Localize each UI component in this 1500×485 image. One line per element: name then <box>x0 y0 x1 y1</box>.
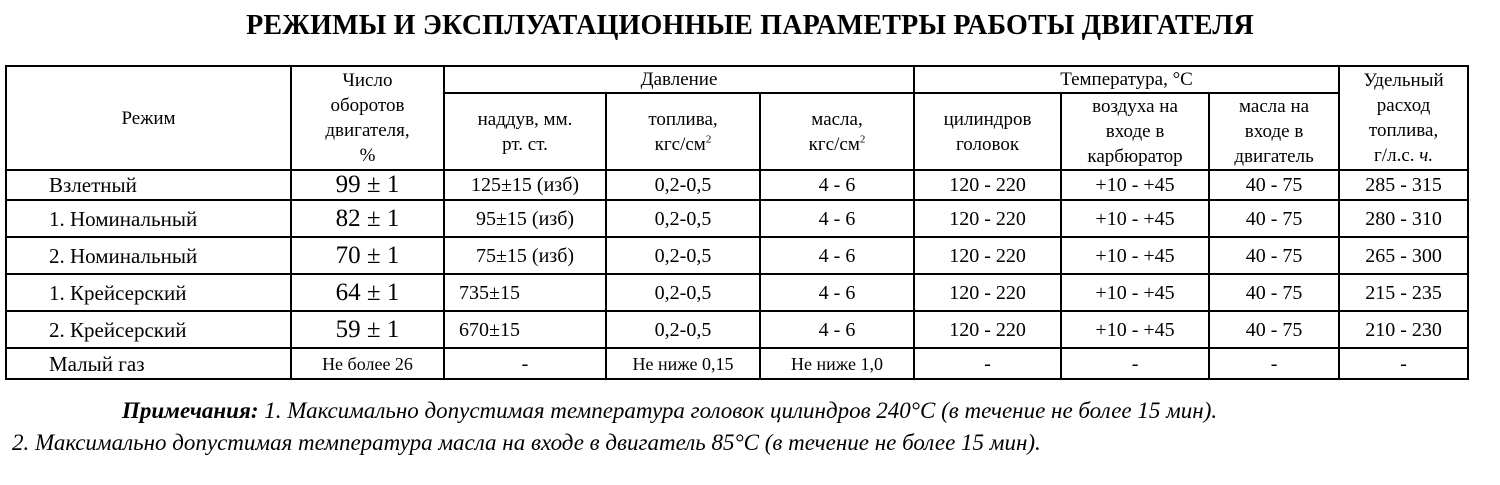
table-row <box>6 274 1468 311</box>
consumption-cell: 210 - 230 <box>1339 311 1468 348</box>
mode-cell: 1. Номинальный <box>6 200 291 237</box>
note-1-text: 1. Максимально допустимая температура головок цилиндров 240°С (в течение не более 15 мин). <box>258 398 1218 423</box>
boost-cell: 735±15 <box>444 274 606 311</box>
header-row-1 <box>6 66 1468 93</box>
oil-temp-cell: - <box>1209 348 1339 379</box>
header-cylinder-heads: цилиндров головок <box>914 93 1061 170</box>
mode-cell: Малый газ <box>6 348 291 379</box>
oil-pressure-cell: 4 - 6 <box>760 200 914 237</box>
cylinder-temp-cell: 120 - 220 <box>914 170 1061 200</box>
air-temp-cell: +10 - +45 <box>1061 237 1209 274</box>
header-oil-pressure: масла, кгс/$см^2$ <box>760 93 914 170</box>
air-temp-cell: +10 - +45 <box>1061 274 1209 311</box>
boost-cell: 95±15 (изб) <box>444 200 606 237</box>
rpm-cell: 82 ± 1 <box>291 200 444 237</box>
fuel-pressure-cell: 0,2-0,5 <box>606 274 760 311</box>
fuel-pressure-cell: 0,2-0,5 <box>606 200 760 237</box>
table-row <box>6 348 1468 379</box>
air-temp-cell: +10 - +45 <box>1061 170 1209 200</box>
note-1 <box>12 398 1492 424</box>
fuel-pressure-cell: 0,2-0,5 <box>606 311 760 348</box>
engine-parameters-table <box>5 65 1469 380</box>
consumption-cell: 285 - 315 <box>1339 170 1468 200</box>
note-2: 2. Максимально допустимая температура масла на входе в двигатель 85°С (в течение не более 15 мин). <box>12 430 1041 455</box>
fuel-pressure-cell: Не ниже 0,15 <box>606 348 760 379</box>
air-temp-cell: +10 - +45 <box>1061 311 1209 348</box>
rpm-cell: 70 ± 1 <box>291 237 444 274</box>
oil-temp-cell: 40 - 75 <box>1209 200 1339 237</box>
oil-pressure-cell: 4 - 6 <box>760 170 914 200</box>
consumption-cell: 280 - 310 <box>1339 200 1468 237</box>
notes-label: Примечания: <box>122 398 259 423</box>
table-row <box>6 311 1468 348</box>
cylinder-temp-cell: 120 - 220 <box>914 200 1061 237</box>
oil-temp-cell: 40 - 75 <box>1209 274 1339 311</box>
cylinder-temp-cell: - <box>914 348 1061 379</box>
oil-temp-cell: 40 - 75 <box>1209 237 1339 274</box>
consumption-cell: 265 - 300 <box>1339 237 1468 274</box>
oil-temp-cell: 40 - 75 <box>1209 170 1339 200</box>
oil-pressure-cell: 4 - 6 <box>760 237 914 274</box>
header-air-inlet: воздуха на входе в карбюратор <box>1061 93 1209 170</box>
header-rpm: Число оборотов двигателя, % <box>291 66 444 170</box>
boost-cell: 75±15 (изб) <box>444 237 606 274</box>
rpm-cell: 59 ± 1 <box>291 311 444 348</box>
header-temperature-group: Температура, °С <box>914 66 1339 93</box>
table-row <box>6 237 1468 274</box>
header-mode: Режим <box>6 66 291 170</box>
document-title: РЕЖИМЫ И ЭКСПЛУАТАЦИОННЫЕ ПАРАМЕТРЫ РАБОТЫ ДВИГАТЕЛЯ <box>246 10 1254 41</box>
cylinder-temp-cell: 120 - 220 <box>914 311 1061 348</box>
mode-cell: 2. Номинальный <box>6 237 291 274</box>
boost-cell: - <box>444 348 606 379</box>
oil-pressure-cell: 4 - 6 <box>760 274 914 311</box>
fuel-pressure-cell: 0,2-0,5 <box>606 237 760 274</box>
boost-cell: 125±15 (изб) <box>444 170 606 200</box>
table-row <box>6 200 1468 237</box>
oil-pressure-cell: 4 - 6 <box>760 311 914 348</box>
oil-temp-cell: 40 - 75 <box>1209 311 1339 348</box>
consumption-cell: - <box>1339 348 1468 379</box>
air-temp-cell: +10 - +45 <box>1061 200 1209 237</box>
mode-cell: Взлетный <box>6 170 291 200</box>
mode-cell: 2. Крейсерский <box>6 311 291 348</box>
oil-pressure-cell: Не ниже 1,0 <box>760 348 914 379</box>
boost-cell: 670±15 <box>444 311 606 348</box>
cylinder-temp-cell: 120 - 220 <box>914 237 1061 274</box>
header-fuel-pressure: топлива, кгс/$см^2$ <box>606 93 760 170</box>
air-temp-cell: - <box>1061 348 1209 379</box>
header-oil-inlet: масла на входе в двигатель <box>1209 93 1339 170</box>
header-boost: наддув, мм. рт. ст. <box>444 93 606 170</box>
header-pressure-group: Давление <box>444 66 914 93</box>
cylinder-temp-cell: 120 - 220 <box>914 274 1061 311</box>
rpm-cell: 64 ± 1 <box>291 274 444 311</box>
consumption-cell: 215 - 235 <box>1339 274 1468 311</box>
fuel-pressure-cell: 0,2-0,5 <box>606 170 760 200</box>
rpm-cell: Не более 26 <box>291 348 444 379</box>
rpm-cell: 99 ± 1 <box>291 170 444 200</box>
header-consumption: Удельный расход топлива, г/л.с. ч. <box>1339 66 1468 170</box>
table-row <box>6 170 1468 200</box>
mode-cell: 1. Крейсерский <box>6 274 291 311</box>
